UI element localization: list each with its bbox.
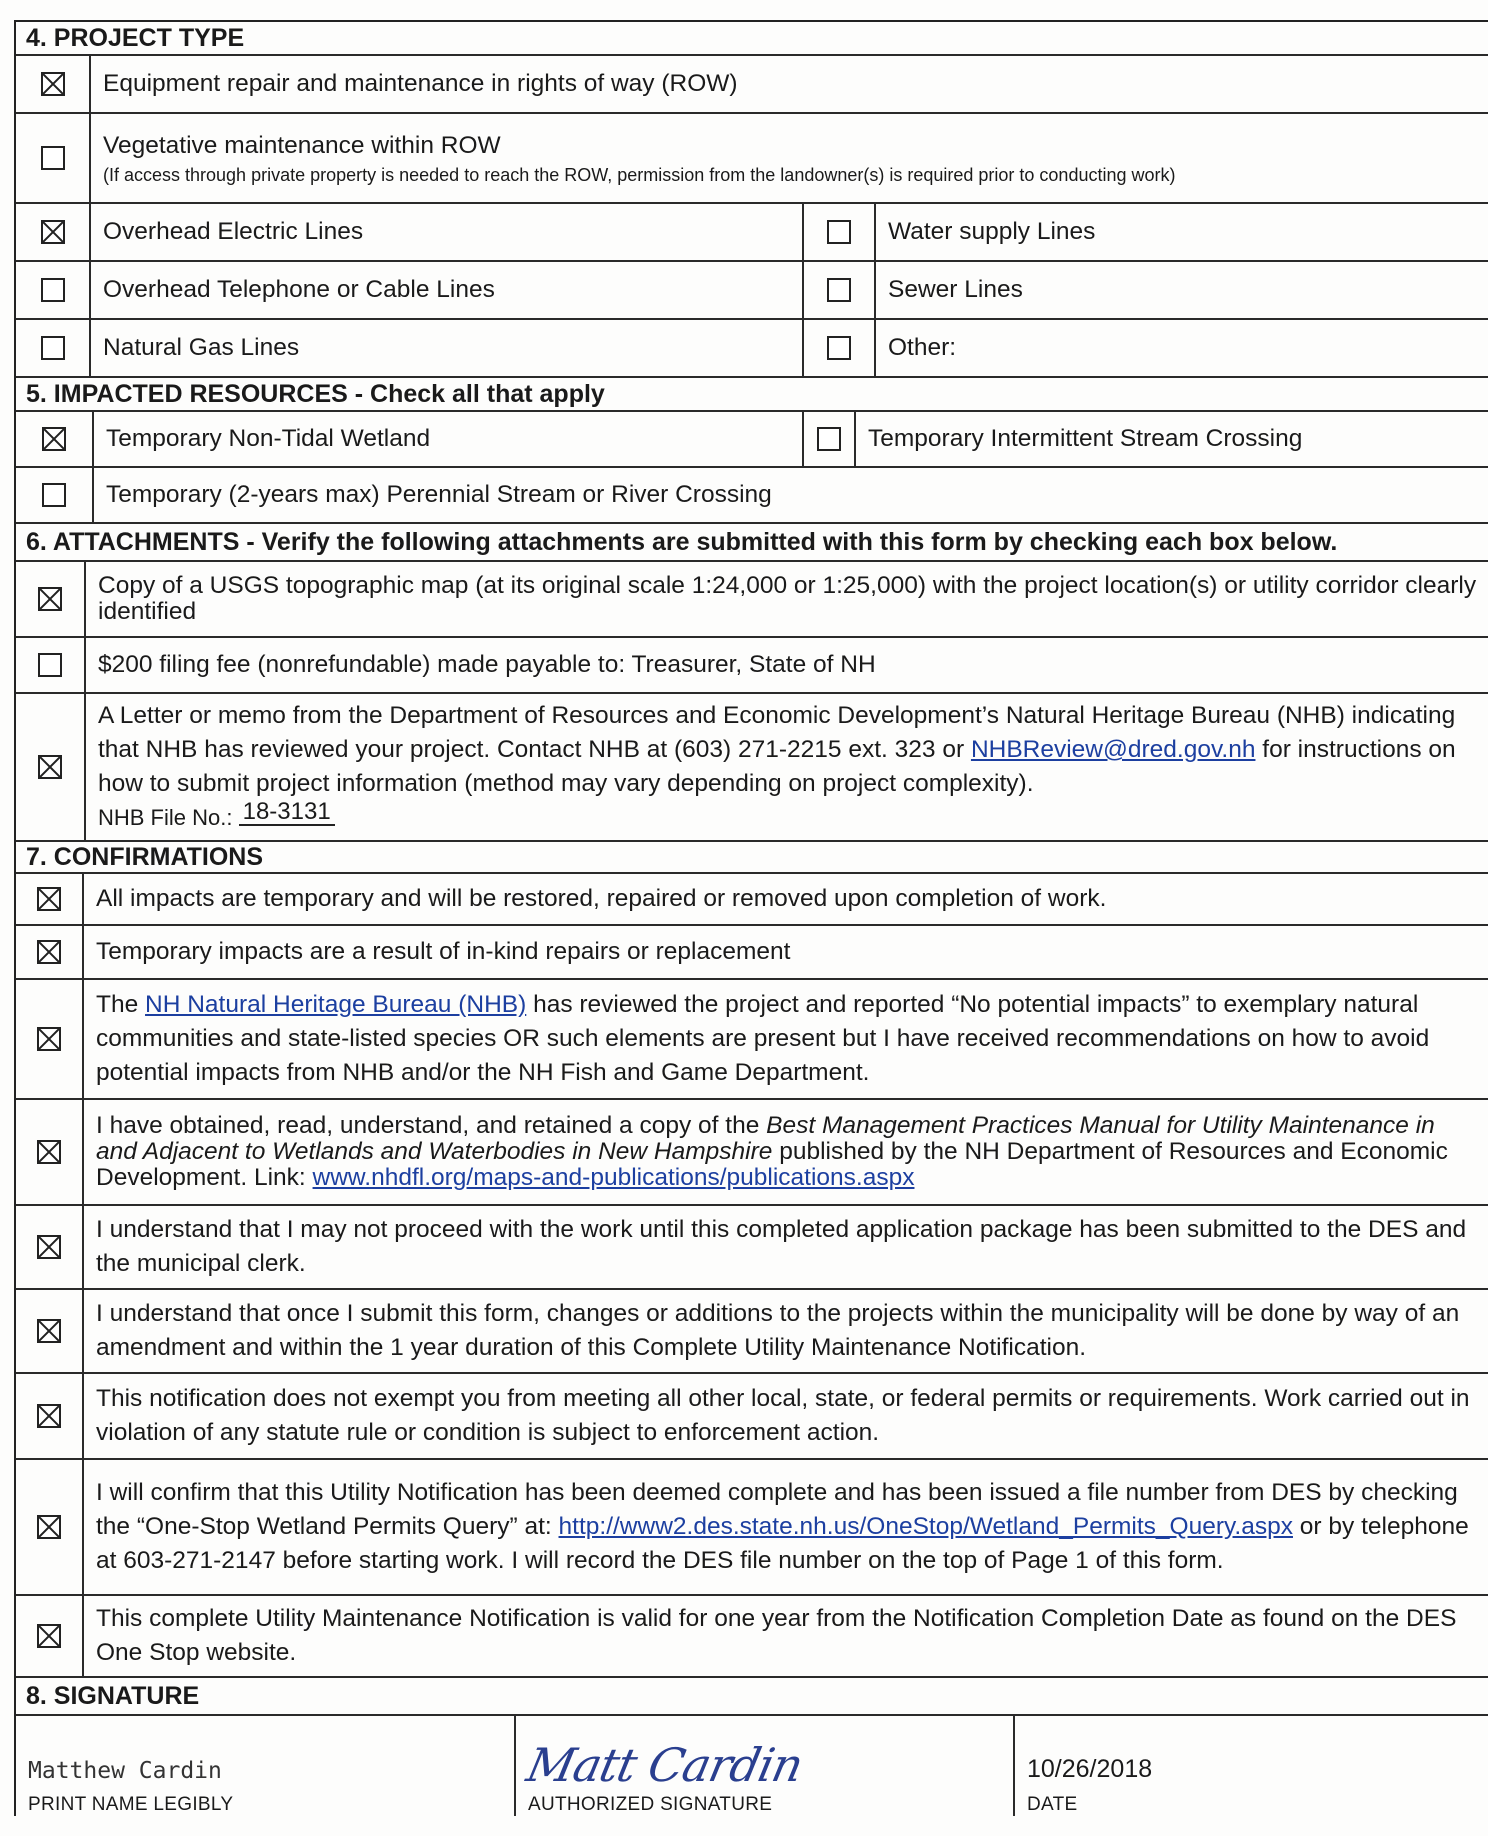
nhb-email-link[interactable]: NHBReview@dred.gov.nh — [970, 736, 1256, 763]
option-label: Temporary (2-years max) Perennial Stream or River Crossing — [106, 481, 772, 508]
resource-row — [16, 412, 1488, 468]
checkbox-cell[interactable] — [16, 320, 91, 376]
option-label: Overhead Electric Lines — [103, 218, 364, 245]
confirmation-text: I understand that I may not proceed with the work until this completed application package has been submitted to the DES and the municipal clerk. — [96, 1216, 1467, 1277]
checkbox-checked[interactable] — [37, 1319, 61, 1343]
signature-row — [16, 1716, 1488, 1816]
option-label: Natural Gas Lines — [103, 334, 300, 361]
section-7-header — [16, 842, 1488, 874]
checkbox-unchecked[interactable] — [817, 427, 841, 451]
checkbox-unchecked[interactable] — [38, 653, 62, 677]
section-title: 5. IMPACTED RESOURCES - Check all that apply — [26, 379, 605, 408]
checkbox-checked[interactable] — [38, 587, 62, 611]
checkbox-checked[interactable] — [37, 1140, 61, 1164]
project-type-row — [16, 56, 1488, 114]
confirmation-text: I understand that once I submit this form, changes or additions to the projects within the municipality will be done by way of an amendment and within the 1 year duration of this Complete Utility Maintenance Notification. — [96, 1300, 1460, 1361]
confirmation-row — [16, 980, 1488, 1100]
checkbox-cell[interactable] — [16, 1460, 84, 1594]
confirmation-row — [16, 926, 1488, 980]
checkbox-cell[interactable] — [16, 874, 84, 924]
print-name-label: PRINT NAME LEGIBLY — [28, 1794, 234, 1815]
checkbox-unchecked[interactable] — [42, 483, 66, 507]
checkbox-cell[interactable] — [16, 1100, 84, 1204]
checkbox-cell[interactable] — [16, 468, 94, 522]
attachment-row — [16, 562, 1488, 638]
signature-label: AUTHORIZED SIGNATURE — [528, 1794, 773, 1815]
section-4-header — [16, 22, 1488, 56]
checkbox-checked[interactable] — [37, 1235, 61, 1259]
checkbox-cell[interactable] — [16, 926, 84, 978]
confirmation-row — [16, 1100, 1488, 1206]
resource-row — [16, 468, 1488, 524]
c4-text-b: published by the NH Department of Resources and Economic Development. Link: — [96, 1138, 1448, 1191]
confirmation-text: All impacts are temporary and will be restored, repaired or removed upon completion of work. — [96, 885, 1107, 912]
onestop-query-link[interactable]: http://www2.des.state.nh.us/OneStop/Wetland_Permits_Query.aspx — [558, 1513, 1293, 1540]
c3-text-b: has reviewed the project and reported “No potential impacts” to exemplary natural communities and state-listed species OR such elements are present but I have received recommendations on how to avoid potential impacts from NHB and/or the NH Fish and Game Department. — [96, 991, 1430, 1086]
project-type-row — [16, 114, 1488, 204]
attachment-row — [16, 694, 1488, 842]
checkbox-cell[interactable] — [804, 262, 876, 318]
confirmation-row — [16, 874, 1488, 926]
checkbox-cell[interactable] — [16, 1290, 84, 1372]
option-label: Other: — [888, 334, 957, 361]
checkbox-checked[interactable] — [37, 940, 61, 964]
publications-link[interactable]: www.nhdfl.org/maps-and-publications/publications.aspx — [312, 1164, 915, 1191]
confirmation-text: This complete Utility Maintenance Notification is valid for one year from the Notification Completion Date as found on the DES One Stop website. — [96, 1605, 1457, 1666]
checkbox-cell[interactable] — [16, 694, 86, 840]
checkbox-checked[interactable] — [37, 1027, 61, 1051]
c8-text-a: I will confirm that this Utility Notification has been deemed complete and has been issued a file number from DES by checking the “One-Stop Wetland Permits Query” at: — [96, 1479, 1458, 1540]
handwritten-signature[interactable]: Matt Cardin — [522, 1738, 808, 1792]
section-title: 6. ATTACHMENTS - Verify the following attachments are submitted with this form by checking each box below. — [26, 527, 1338, 556]
option-label: Overhead Telephone or Cable Lines — [103, 276, 495, 303]
confirmation-text — [84, 1460, 1488, 1594]
section-title: 8. SIGNATURE — [26, 1681, 200, 1710]
confirmation-text — [84, 1100, 1488, 1204]
option-label: Sewer Lines — [888, 276, 1023, 303]
nhb-text-a: A Letter or memo from the Department of Resources and Economic Development’s Natural Heritage Bureau (NHB) indicating that NHB has reviewed your project. Contact NHB at (603) 271-2215 ext. 323 or — [98, 702, 1456, 763]
checkbox-cell[interactable] — [804, 320, 876, 376]
confirmation-row — [16, 1290, 1488, 1374]
option-text — [86, 694, 1488, 840]
checkbox-checked[interactable] — [37, 1624, 61, 1648]
nhb-file-value[interactable]: 18-3131 — [239, 800, 335, 826]
checkbox-checked[interactable] — [42, 427, 66, 451]
section-title: 7. CONFIRMATIONS — [26, 842, 264, 871]
confirmation-row — [16, 1374, 1488, 1460]
print-name-value[interactable]: Matthew Cardin — [28, 1758, 222, 1784]
checkbox-cell[interactable] — [16, 262, 91, 318]
section-6-header — [16, 524, 1488, 562]
section-8-header — [16, 1678, 1488, 1716]
signature-cell — [516, 1716, 1015, 1816]
utility-notification-form — [14, 20, 1488, 1816]
checkbox-cell[interactable] — [16, 1206, 84, 1288]
section-title: 4. PROJECT TYPE — [26, 23, 245, 52]
checkbox-unchecked[interactable] — [41, 146, 65, 170]
c3-text-a: The — [96, 991, 139, 1018]
option-label: Equipment repair and maintenance in rights of way (ROW) — [103, 70, 738, 97]
checkbox-cell[interactable] — [16, 980, 84, 1098]
confirmation-row — [16, 1596, 1488, 1678]
checkbox-cell[interactable] — [16, 1596, 84, 1676]
checkbox-cell[interactable] — [16, 114, 91, 202]
option-label: $200 filing fee (nonrefundable) made payable to: Treasurer, State of NH — [98, 651, 876, 678]
checkbox-unchecked[interactable] — [41, 278, 65, 302]
confirmation-text: This notification does not exempt you from meeting all other local, state, or federal permits or requirements. Work carried out in violation of any statute rule or condition is subject to enforcement action. — [96, 1385, 1470, 1446]
nhb-file-line — [98, 798, 1478, 835]
nhb-link[interactable]: NH Natural Heritage Bureau (NHB) — [145, 991, 527, 1018]
checkbox-checked[interactable] — [38, 755, 62, 779]
checkbox-checked[interactable] — [37, 1515, 61, 1539]
date-label: DATE — [1027, 1794, 1078, 1815]
checkbox-cell[interactable] — [16, 1374, 84, 1458]
checkbox-checked[interactable] — [37, 1404, 61, 1428]
date-value[interactable]: 10/26/2018 — [1027, 1755, 1153, 1783]
project-type-row — [16, 262, 1488, 320]
section-5-header — [16, 378, 1488, 412]
checkbox-unchecked[interactable] — [827, 220, 851, 244]
option-label: Copy of a USGS topographic map (at its original scale 1:24,000 or 1:25,000) with the project location(s) or utility corridor clearly identified — [98, 572, 1477, 625]
nhb-text-b: for instructions on how to submit project information (method may vary depending on project complexity). — [98, 736, 1456, 797]
nhb-file-label: NHB File No.: — [98, 805, 233, 830]
checkbox-unchecked[interactable] — [41, 336, 65, 360]
checkbox-unchecked[interactable] — [827, 278, 851, 302]
c8-text-b: or by telephone at 603-271-2147 before starting work. I will record the DES file number on the top of Page 1 of this form. — [96, 1513, 1469, 1574]
option-label: Temporary Intermittent Stream Crossing — [868, 425, 1303, 452]
project-type-row — [16, 204, 1488, 262]
checkbox-cell[interactable] — [16, 204, 91, 260]
option-label: Temporary Non-Tidal Wetland — [106, 425, 431, 452]
option-label: Water supply Lines — [888, 218, 1096, 245]
checkbox-unchecked[interactable] — [827, 336, 851, 360]
date-cell — [1015, 1716, 1488, 1816]
checkbox-cell[interactable] — [16, 56, 91, 112]
project-type-row — [16, 320, 1488, 378]
c4-text-a: I have obtained, read, understand, and retained a copy of the — [96, 1112, 760, 1139]
option-text — [91, 114, 1488, 202]
checkbox-checked[interactable] — [41, 220, 65, 244]
checkbox-cell[interactable] — [16, 562, 86, 636]
confirmation-row — [16, 1460, 1488, 1596]
confirmation-text — [84, 980, 1488, 1098]
bmp-manual-title: Best Management Practices Manual for Utility Maintenance in and Adjacent to Wetlands and Waterbodies in New Hampshire — [96, 1112, 1435, 1165]
checkbox-cell[interactable] — [804, 412, 856, 466]
checkbox-checked[interactable] — [41, 72, 65, 96]
confirmation-row — [16, 1206, 1488, 1290]
print-name-cell — [16, 1716, 516, 1816]
checkbox-cell[interactable] — [804, 204, 876, 260]
confirmation-text: Temporary impacts are a result of in-kind repairs or replacement — [96, 938, 791, 965]
checkbox-cell[interactable] — [16, 412, 94, 466]
option-note: (If access through private property is needed to reach the ROW, permission from the landowner(s) is required prior to conducting work) — [103, 165, 1176, 185]
option-label: Vegetative maintenance within ROW — [103, 132, 501, 159]
nhb-paragraph — [98, 699, 1478, 801]
checkbox-cell[interactable] — [16, 638, 86, 692]
checkbox-checked[interactable] — [37, 887, 61, 911]
attachment-row — [16, 638, 1488, 694]
